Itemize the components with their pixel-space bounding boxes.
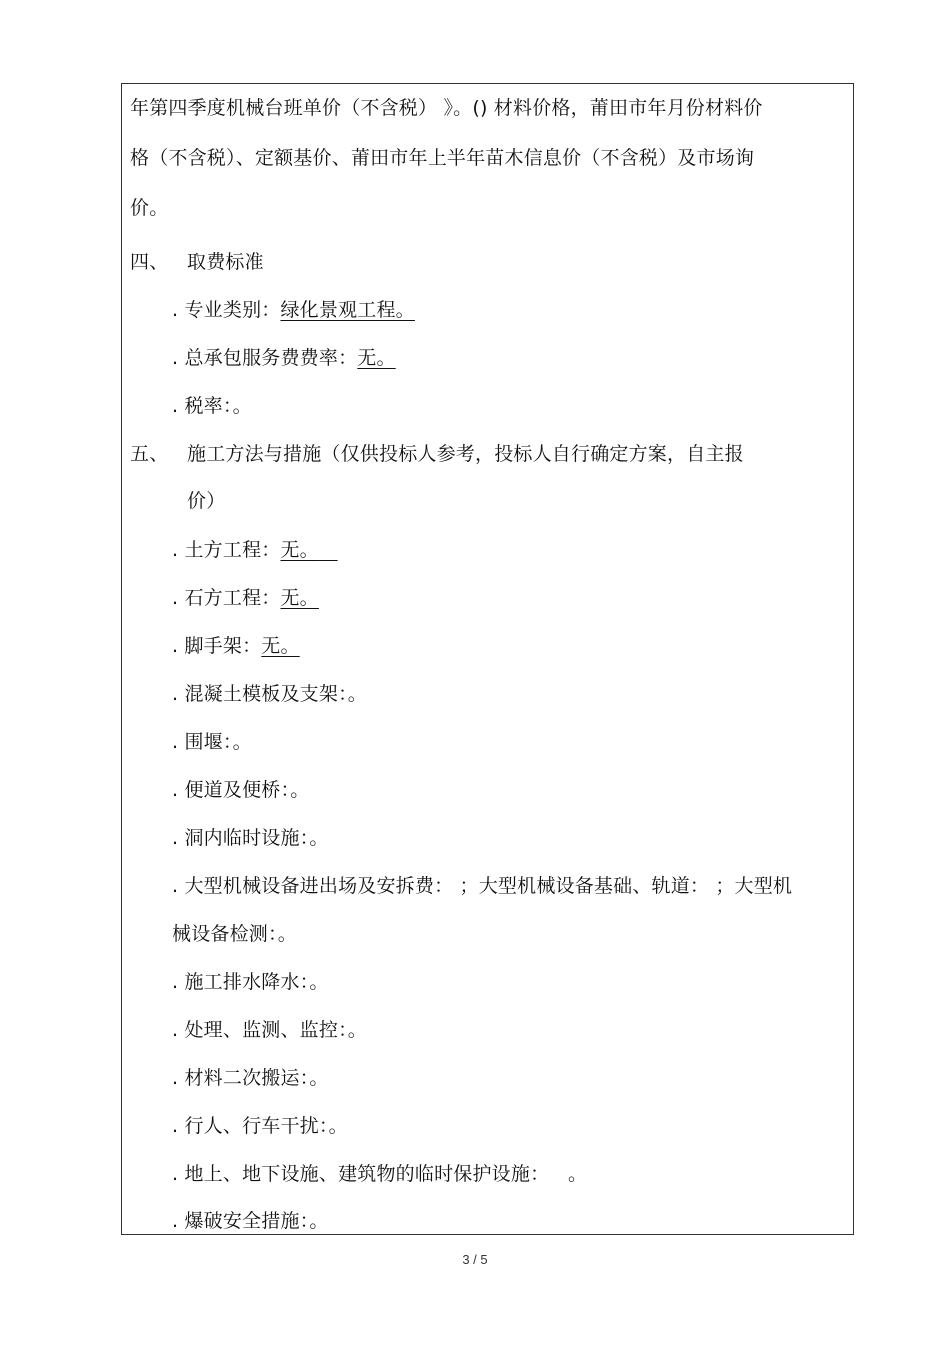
- section4-item: [172, 394, 252, 418]
- item-value: 无。: [280, 539, 319, 561]
- intro-line-1: 年第四季度机械台班单价（不含税） 》。() 材料价格，莆田市年月份材料价: [130, 97, 763, 119]
- section4-title: 取费标准: [187, 251, 264, 273]
- section5-item: [172, 970, 329, 994]
- item-value: 。: [347, 683, 367, 705]
- item-label: . 地上、地下设施、建筑物的临时保护设施：: [172, 1163, 550, 1185]
- item-value: 绿化景观工程。: [280, 299, 415, 321]
- section4-item: [172, 346, 396, 370]
- item-label: . 混凝土模板及支架：: [172, 683, 348, 705]
- item-label: . 围堰：: [172, 731, 233, 753]
- section5-item: [172, 730, 252, 754]
- item-value: 。: [549, 1163, 588, 1185]
- item-value: 。: [347, 1019, 367, 1041]
- item-label: . 石方工程：: [172, 587, 281, 609]
- section5-item: [172, 1114, 348, 1138]
- item-value: 。: [232, 731, 252, 753]
- section5-number: 五、: [130, 443, 169, 465]
- item-label: . 专业类别：: [172, 299, 281, 321]
- item-value: 。: [328, 1115, 348, 1137]
- section5-item: [172, 874, 792, 898]
- item-label: . 脚手架：: [172, 635, 262, 657]
- section5-item: [172, 1018, 367, 1042]
- section5-title-line2: 价）: [187, 490, 226, 512]
- section5-item: [172, 1162, 587, 1186]
- item-label: . 施工排水降水：: [172, 971, 310, 993]
- section5-item: [172, 682, 367, 706]
- item-value: 。: [290, 779, 310, 801]
- intro-line-3: 价。: [130, 197, 169, 219]
- section5-item: [172, 634, 300, 658]
- item-value: 无。: [357, 347, 396, 369]
- page-number: 3 / 5: [462, 1252, 488, 1267]
- item-label: . 土方工程：: [172, 539, 281, 561]
- section5-item: [172, 778, 309, 802]
- section5-item: [172, 826, 329, 850]
- item-label: . 税率：: [172, 395, 233, 417]
- section5-item: [172, 1209, 329, 1233]
- section5-item-continuation: [172, 922, 297, 946]
- item-value: 。: [277, 923, 297, 945]
- item-underline-pad: [319, 539, 338, 561]
- item-label: . 材料二次搬运：: [172, 1067, 310, 1089]
- item-label: . 洞内临时设施：: [172, 827, 310, 849]
- item-value: 。: [309, 827, 329, 849]
- section5-title-line1: 施工方法与措施（仅供投标人参考，投标人自行确定方案，自主报: [187, 443, 744, 465]
- section4-number: 四、: [130, 251, 169, 273]
- item-label: . 便道及便桥：: [172, 779, 291, 801]
- section4-item: [172, 298, 415, 322]
- item-value: 。: [309, 1067, 329, 1089]
- item-label: . 大型机械设备进出场及安拆费： ；大型机械设备基础、轨道： ；大型机: [172, 875, 793, 897]
- item-value: 无。: [280, 587, 319, 609]
- section5-item: [172, 1066, 329, 1090]
- section5-item: [172, 538, 338, 562]
- item-value: 。: [232, 395, 252, 417]
- intro-line-2: 格（不含税）、定额基价、莆田市年上半年苗木信息价（不含税）及市场询: [130, 147, 755, 169]
- item-label: . 处理、监测、监控：: [172, 1019, 348, 1041]
- item-label: . 行人、行车干扰：: [172, 1115, 329, 1137]
- item-label: . 爆破安全措施：: [172, 1210, 310, 1232]
- item-label: 械设备检测：: [172, 923, 278, 945]
- item-value: 。: [309, 971, 329, 993]
- item-value: 无。: [261, 635, 300, 657]
- item-value: 。: [309, 1210, 329, 1232]
- item-label: . 总承包服务费费率：: [172, 347, 358, 369]
- section5-item: [172, 586, 319, 610]
